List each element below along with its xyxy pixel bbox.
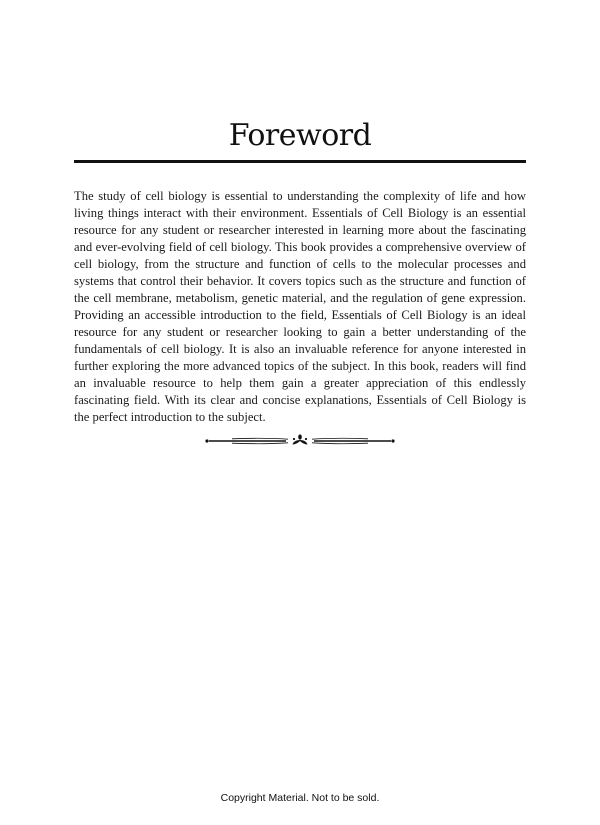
page-title: Foreword — [228, 118, 372, 153]
ornamental-divider-icon — [204, 432, 396, 448]
foreword-paragraph: The study of cell biology is essential to understanding the complexity of life and how living things interact with their environment. Essentials of Cell Biology is an essential resource for any student or researcher interested in learning more about the fascinating and ever-evolving field of cell biology. This book provides a comprehensive overview of cell biology, from the structure and function of cells to the molecular processes and systems that control their behavior. It covers topics such as the structure and function of the cell membrane, metabolism, genetic material, and the regulation of gene expression. Providing an accessible introduction to the field, Essentials of Cell Biology is an ideal resource for any student or researcher looking to gain a better understanding of the fundamentals of cell biology. It is also an invaluable reference for anyone interested in further exploring the more advanced topics of the subject. In this book, readers will find an invaluable resource to help them gain a greater appreciation of this endlessly fascinating field. With its clear and concise explanations, Essentials of Cell Biology is the perfect introduction to the subject. — [74, 189, 526, 424]
copyright-footer: Copyright Material. Not to be sold. — [220, 792, 380, 804]
title-underline — [74, 160, 526, 163]
